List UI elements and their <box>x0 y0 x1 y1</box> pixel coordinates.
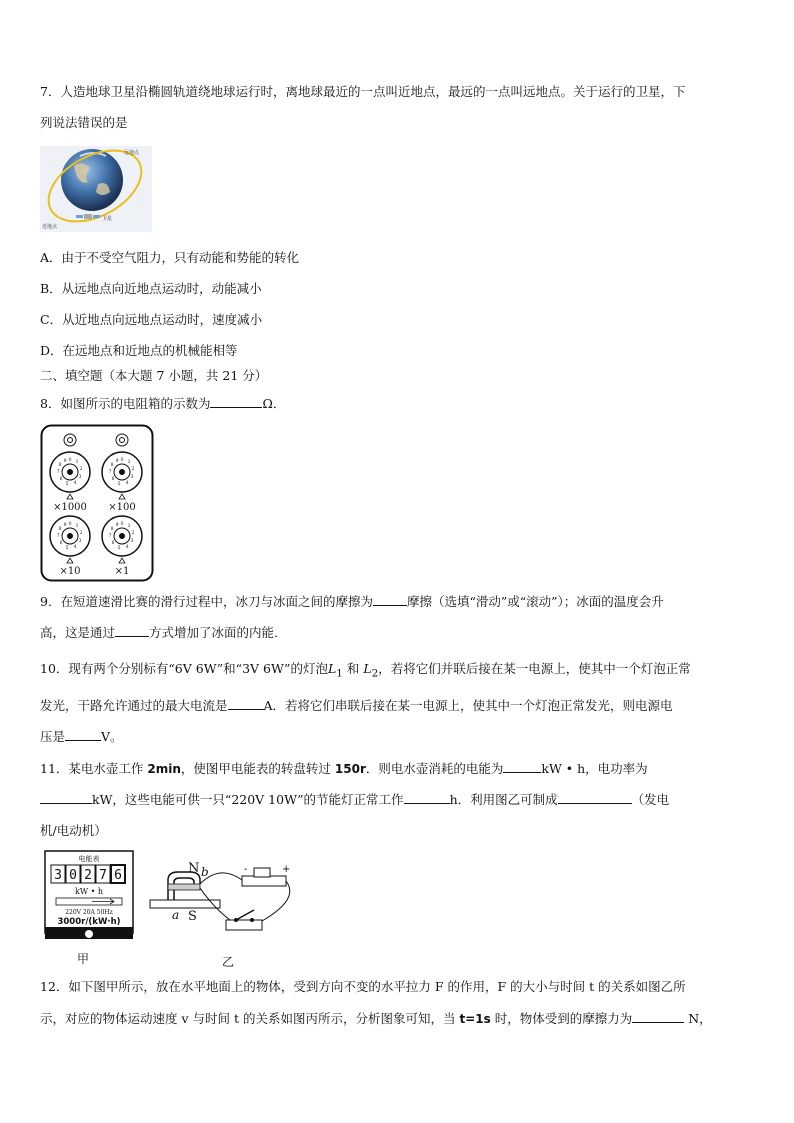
svg-text:7: 7 <box>108 534 112 539</box>
svg-text:5: 5 <box>65 482 69 487</box>
q9-text: 方式增加了冰面的内能. <box>149 625 278 640</box>
magnet-n-label: N <box>188 861 200 876</box>
q11-text: ．则电水壶消耗的电能为 <box>365 761 504 776</box>
dial-label-x1: ×1 <box>114 566 130 577</box>
svg-text:2: 2 <box>131 531 135 536</box>
svg-text:3: 3 <box>130 539 134 544</box>
svg-text:8: 8 <box>58 463 62 468</box>
q12-blank <box>632 1009 684 1023</box>
q7-option-d: D．在远地点和近地点的机械能相等 <box>40 343 238 358</box>
q11-blank-3 <box>404 790 450 804</box>
svg-text:9: 9 <box>63 459 67 464</box>
svg-text:5: 5 <box>117 482 121 487</box>
coil-a-label: a <box>172 908 180 922</box>
svg-text:1: 1 <box>75 524 79 529</box>
svg-text:0: 0 <box>68 458 72 463</box>
q7-stem-line2: 列说法错误的是 <box>40 115 128 130</box>
svg-text:5: 5 <box>65 546 69 551</box>
meter-digit: 2 <box>84 868 92 883</box>
q12-time: t=1s <box>459 1012 491 1026</box>
q11-text: kW • h，电功率为 <box>541 761 648 776</box>
svg-text:2: 2 <box>79 531 83 536</box>
q12-line2 <box>40 1009 712 1028</box>
svg-text:6: 6 <box>111 477 115 482</box>
svg-text:6: 6 <box>111 541 115 546</box>
q7-stem-line1: 7．人造地球卫星沿椭圆轨道绕地球运行时，离地球最近的一点叫近地点，最远的一点叫远地点。关于运行的卫星，下 <box>40 84 686 99</box>
lamp-l1-subscript: 1 <box>336 667 343 680</box>
q9-line2 <box>40 623 278 642</box>
q10-text: ，若将它们并联后接在某一电源上，使其中一个灯泡正常 <box>378 661 691 676</box>
svg-text:4: 4 <box>125 481 129 486</box>
q11-blank-2 <box>40 790 92 804</box>
magnet-coil-figure <box>148 858 300 944</box>
lamp-l1-symbol: L <box>327 661 337 676</box>
q11-text: 11．某电水壶工作 <box>40 761 148 776</box>
q12-text: 示，对应的物体运动速度 v 与时间 t 的关系如图丙所示，分析图象可知，当 <box>40 1011 460 1026</box>
svg-text:2: 2 <box>79 467 83 472</box>
meter-rate: 3000r/(kW·h) <box>57 917 121 927</box>
q11-revolutions: 150r <box>334 762 366 776</box>
coil-icon <box>168 884 200 890</box>
figure-caption-jia: 甲 <box>77 952 90 966</box>
svg-text:4: 4 <box>125 545 129 550</box>
apogee-label: 远地点 <box>124 150 140 156</box>
svg-text:0: 0 <box>120 458 124 463</box>
svg-text:7: 7 <box>108 470 112 475</box>
svg-text:6: 6 <box>59 477 63 482</box>
meter-digit: 0 <box>69 868 77 883</box>
q9-blank-1 <box>373 592 407 606</box>
svg-text:4: 4 <box>73 481 77 486</box>
q10-text: 和 <box>342 661 364 676</box>
svg-text:7: 7 <box>56 534 60 539</box>
q9-text: 摩擦（选填“滑动”或“滚动”）；冰面的温度会升 <box>406 594 664 609</box>
q10-text: 发光，干路允许通过的最大电流是 <box>40 698 228 713</box>
svg-text:3: 3 <box>78 539 82 544</box>
svg-text:3: 3 <box>130 475 134 480</box>
q8-text-before: 8．如图所示的电阻箱的示数为 <box>40 396 211 411</box>
svg-text:1: 1 <box>127 524 131 529</box>
svg-text:0: 0 <box>68 522 72 527</box>
figure-caption-yi: 乙 <box>222 955 235 969</box>
earth-icon <box>61 149 123 211</box>
q9-text: 高，这是通过 <box>40 625 116 640</box>
q11-line3: 机/电动机） <box>40 823 107 838</box>
lamp-l2-subscript: 2 <box>371 667 379 680</box>
q7-option-b: B．从远地点向近地点运动时，动能减小 <box>40 281 262 296</box>
meter-digit: 6 <box>114 868 122 883</box>
q11-line2 <box>40 790 669 809</box>
q10-blank-2 <box>65 727 101 741</box>
battery-icon <box>242 868 286 886</box>
magnet-s-label: S <box>188 909 197 924</box>
battery-minus-label: - <box>244 864 248 875</box>
q12-text: N， <box>684 1011 712 1026</box>
q9-line1 <box>40 592 664 611</box>
battery-plus-label: + <box>282 864 291 875</box>
svg-text:3: 3 <box>78 475 82 480</box>
q12-text: 时，物体受到的摩擦力为 <box>490 1011 633 1026</box>
svg-text:1: 1 <box>127 460 131 465</box>
dial-label-x100: ×100 <box>108 502 136 513</box>
switch-icon <box>226 910 262 930</box>
q11-time: 2min <box>147 762 181 776</box>
screw-icon <box>85 930 93 938</box>
svg-text:0: 0 <box>120 522 124 527</box>
resistance-box-figure <box>40 424 154 582</box>
coil-b-label: b <box>201 865 209 879</box>
svg-text:8: 8 <box>58 527 62 532</box>
q11-text: （发电 <box>631 792 670 807</box>
meter-title: 电能表 <box>78 855 100 863</box>
q9-blank-2 <box>115 623 149 637</box>
svg-text:1: 1 <box>75 460 79 465</box>
q10-line3 <box>40 727 123 746</box>
svg-text:9: 9 <box>115 459 119 464</box>
meter-digit: 3 <box>54 868 62 883</box>
q11-line1 <box>40 759 648 778</box>
svg-text:7: 7 <box>56 470 60 475</box>
q11-blank-1 <box>503 759 541 773</box>
q10-text: 10．现有两个分别标有“6V 6W”和“3V 6W”的灯泡 <box>40 661 328 676</box>
svg-text:6: 6 <box>59 541 63 546</box>
q8-answer-blank <box>210 394 262 408</box>
q12-line1: 12．如下图甲所示，放在水平地面上的物体，受到方向不变的水平拉力 F 的作用，F 的大小与时间 t 的关系如图乙所 <box>40 979 686 994</box>
svg-text:5: 5 <box>117 546 121 551</box>
perigee-label: 近地点 <box>42 224 58 230</box>
dial-label-x1000: ×1000 <box>53 502 87 513</box>
svg-text:2: 2 <box>131 467 135 472</box>
q11-blank-4 <box>558 790 632 804</box>
meter-spec: 220V 20A 50Hz <box>65 909 113 916</box>
q10-line2 <box>40 696 673 715</box>
svg-text:4: 4 <box>73 545 77 550</box>
svg-text:8: 8 <box>110 463 114 468</box>
q10-text: A．若将它们串联后接在某一电源上，使其中一个灯泡正常发光，则电源电 <box>263 698 673 713</box>
satellite-orbit-figure <box>40 146 152 232</box>
q10-text: V。 <box>101 729 123 744</box>
satellite-label: 卫星 <box>102 216 113 222</box>
meter-unit: kW • h <box>74 887 104 896</box>
lamp-l2-symbol: L <box>363 661 372 676</box>
q11-text: ，使图甲电能表的转盘转过 <box>180 761 335 776</box>
svg-text:9: 9 <box>63 523 67 528</box>
section-heading: 二、填空题（本大题 7 小题，共 21 分） <box>40 368 268 383</box>
svg-text:9: 9 <box>115 523 119 528</box>
q11-text: kW，这些电能可供一只“220V 10W”的节能灯正常工作 <box>92 792 404 807</box>
q10-line1 <box>40 660 691 683</box>
q10-blank-1 <box>228 696 264 710</box>
q7-option-c: C．从近地点向远地点运动时，速度减小 <box>40 312 263 327</box>
dial-label-x10: ×10 <box>59 566 81 577</box>
energy-meter-figure <box>44 850 134 942</box>
q9-text: 9．在短道速滑比赛的滑行过程中，冰刀与冰面之间的摩擦为 <box>40 594 373 609</box>
q11-text: h．利用图乙可制成 <box>449 792 558 807</box>
q7-option-a: A．由于不受空气阻力，只有动能和势能的转化 <box>40 250 300 265</box>
q8-stem <box>40 394 285 413</box>
q8-text-after: Ω． <box>262 396 286 411</box>
meter-digit: 7 <box>99 868 107 883</box>
q10-text: 压是 <box>40 729 66 744</box>
svg-text:8: 8 <box>110 527 114 532</box>
